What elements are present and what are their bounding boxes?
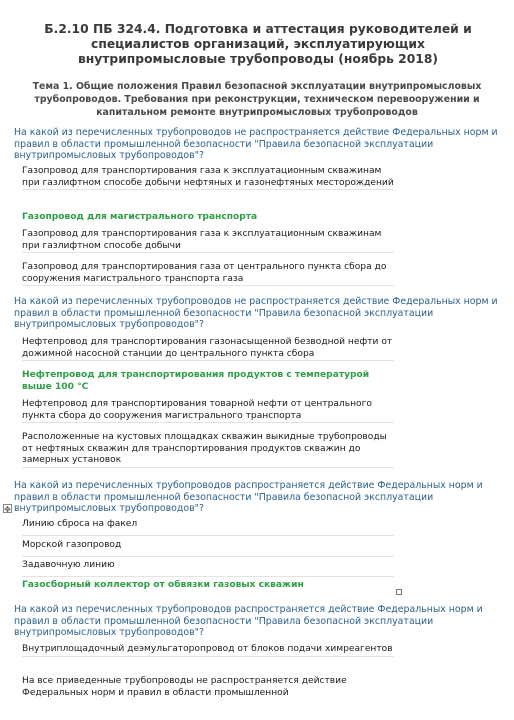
question-text: На какой из перечисленных трубопроводов не распространяется действие Федеральных норм и правил в области промышленной безопасности "Правила безопасной эксплуатации внутрипромысловых трубопроводов"? bbox=[14, 127, 498, 161]
answer-option[interactable]: Газопровод для транспортирования газа к эксплуатационным скважинам при газлифтном способе добычи нефтяных и газонефтяных месторождений bbox=[22, 166, 394, 190]
answer-option[interactable]: Расположенные на кустовых площадках скважин выкидные трубопроводы от нефтяных скважин для транспортирования продуктов скважин до замерных установок bbox=[22, 432, 394, 468]
answer-option[interactable]: Линию сброса на факел bbox=[22, 519, 394, 536]
answer-option[interactable]: Внутриплощадочный деэмульгаторопровод от блоков подачи химреагентов bbox=[22, 644, 394, 657]
question-text: На какой из перечисленных трубопроводов не распространяется действие Федеральных норм и правил в области промышленной безопасности "Правила безопасной эксплуатации внутрипромысловых трубопроводов"? bbox=[14, 296, 498, 330]
answer-option[interactable]: Газопровод для транспортирования газа от центрального пункта сбора до сооружения магистрального транспорта газа bbox=[22, 262, 394, 286]
answer-option-correct[interactable]: Нефтепровод для транспортирования продуктов с температурой выше 100 °С bbox=[22, 370, 370, 392]
move-handle-icon[interactable]: ✥ bbox=[4, 505, 11, 514]
answer-option[interactable]: Нефтепровод для транспортирования товарной нефти от центрального пункта сбора до сооружения магистрального транспорта bbox=[22, 399, 394, 423]
answer-option[interactable]: На все приведенные трубопроводы не распространяется действие Федеральных норм и правил в области промышленной bbox=[22, 676, 347, 698]
question-text: На какой из перечисленных трубопроводов распространяется действие Федеральных норм и правил в области промышленной безопасности "Правила безопасной эксплуатации внутрипромысловых трубопроводов"? bbox=[14, 480, 483, 514]
answer-option[interactable]: Морской газопровод bbox=[22, 540, 394, 557]
topic-heading: Тема 1. Общие положения Правил безопасной эксплуатации внутрипромысловых трубопроводов. Требования при реконструкции, техническом перевооружении и капитальном ремонте внутрипромысловых трубопроводов bbox=[32, 81, 482, 118]
answer-option-correct[interactable]: Газосборный коллектор от обвязки газовых скважин bbox=[22, 580, 304, 590]
answer-option-correct[interactable]: Газопровод для магистрального транспорта bbox=[22, 212, 258, 222]
document-title: Б.2.10 ПБ 324.4. Подготовка и аттестация руководителей и специалистов организаций, эксплуатирующих внутрипромысловые трубопроводы (ноябрь 2018) bbox=[44, 22, 472, 66]
answer-option[interactable]: Нефтепровод для транспортирования газонасыщенной безводной нефти от дожимной насосной станции до центрального пункта сбора bbox=[22, 337, 394, 361]
question-text: На какой из перечисленных трубопроводов распространяется действие Федеральных норм и правил в области промышленной безопасности "Правила безопасной эксплуатации внутрипромысловых трубопроводов"? bbox=[14, 604, 483, 638]
answer-option[interactable]: Газопровод для транспортирования газа к эксплуатационным скважинам при газлифтном способе добычи bbox=[22, 229, 394, 253]
answer-option[interactable]: Задавочную линию bbox=[22, 560, 394, 577]
resize-handle[interactable] bbox=[396, 589, 402, 595]
